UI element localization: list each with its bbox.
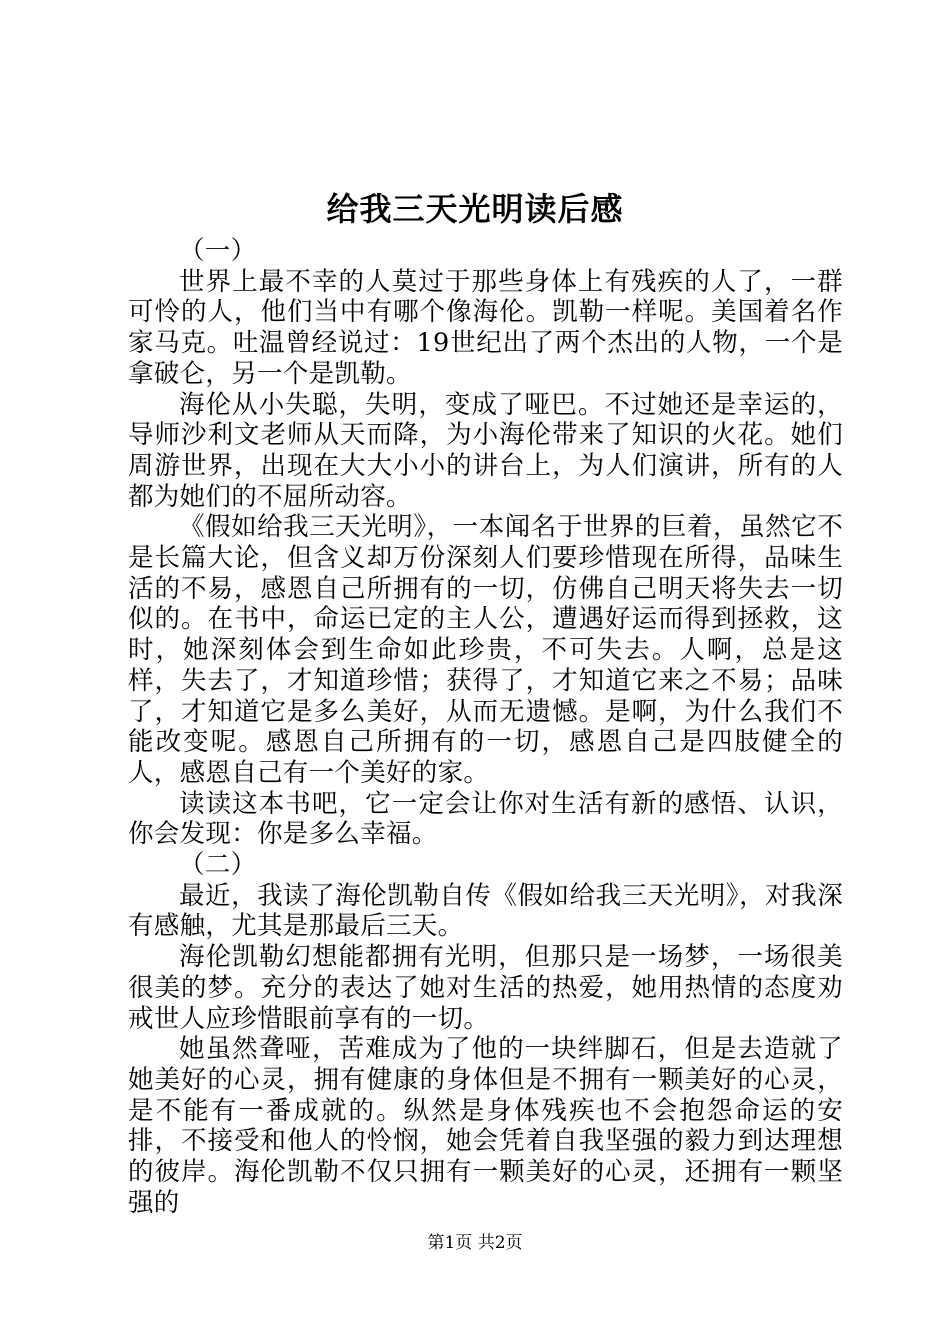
document-title: 给我三天光明读后感: [326, 190, 624, 228]
page-number-label: 第1页 共2页: [427, 1233, 523, 1253]
paragraph: 世界上最不幸的人莫过于那些身体上有残疾的人了，一群可怜的人，他们当中有哪个像海伦。凯勒一样呢。美国着名作家马克。吐温曾经说过：19世纪出了两个杰出的人物，一个是拿破仑，另一个是凯勒。: [128, 266, 843, 389]
paragraph: 读读这本书吧，它一定会让你对生活有新的感悟、认识，你会发现：你是多么幸福。: [128, 788, 843, 850]
paragraph: 海伦从小失聪，失明，变成了哑巴。不过她还是幸运的，导师沙利文老师从天而降，为小海伦带来了知识的火花。她们周游世界，出现在大大小小的讲台上，为人们演讲，所有的人都为她们的不屈所动容。: [128, 389, 843, 512]
paragraph: 她虽然聋哑，苦难成为了他的一块绊脚石，但是去造就了她美好的心灵，拥有健康的身体但是不拥有一颗美好的心灵，是不能有一番成就的。纵然是身体残疾也不会抱怨命运的安排，不接受和他人的怜悯，她会凭着自我坚强的毅力到达理想的彼岸。海伦凯勒不仅只拥有一颗美好的心灵，还拥有一颗坚强的: [128, 1034, 843, 1218]
section-heading: （二）: [179, 850, 257, 881]
document-body: [128, 236, 843, 1219]
paragraph: 海伦凯勒幻想能都拥有光明，但那只是一场梦，一场很美很美的梦。充分的表达了她对生活的热爱，她用热情的态度劝戒世人应珍惜眼前享有的一切。: [128, 942, 843, 1034]
paragraph: 《假如给我三天光明》，一本闻名于世界的巨着，虽然它不是长篇大论，但含义却万份深刻人们要珍惜现在所得，品味生活的不易，感恩自己所拥有的一切，仿佛自己明天将失去一切似的。在书中，命运已定的主人公，遭遇好运而得到拯救，这时，她深刻体会到生命如此珍贵，不可失去。人啊，总是这样，失去了，才知道珍惜；获得了，才知道它来之不易；品味了，才知道它是多么美好，从而无遗憾。是啊，为什么我们不能改变呢。感恩自己所拥有的一切，感恩自己是四肢健全的人，感恩自己有一个美好的家。: [128, 512, 843, 788]
paragraph: 最近，我读了海伦凯勒自传《假如给我三天光明》，对我深有感触，尤其是那最后三天。: [128, 880, 843, 942]
section-heading: （一）: [179, 236, 257, 266]
page-footer: [0, 1232, 950, 1254]
